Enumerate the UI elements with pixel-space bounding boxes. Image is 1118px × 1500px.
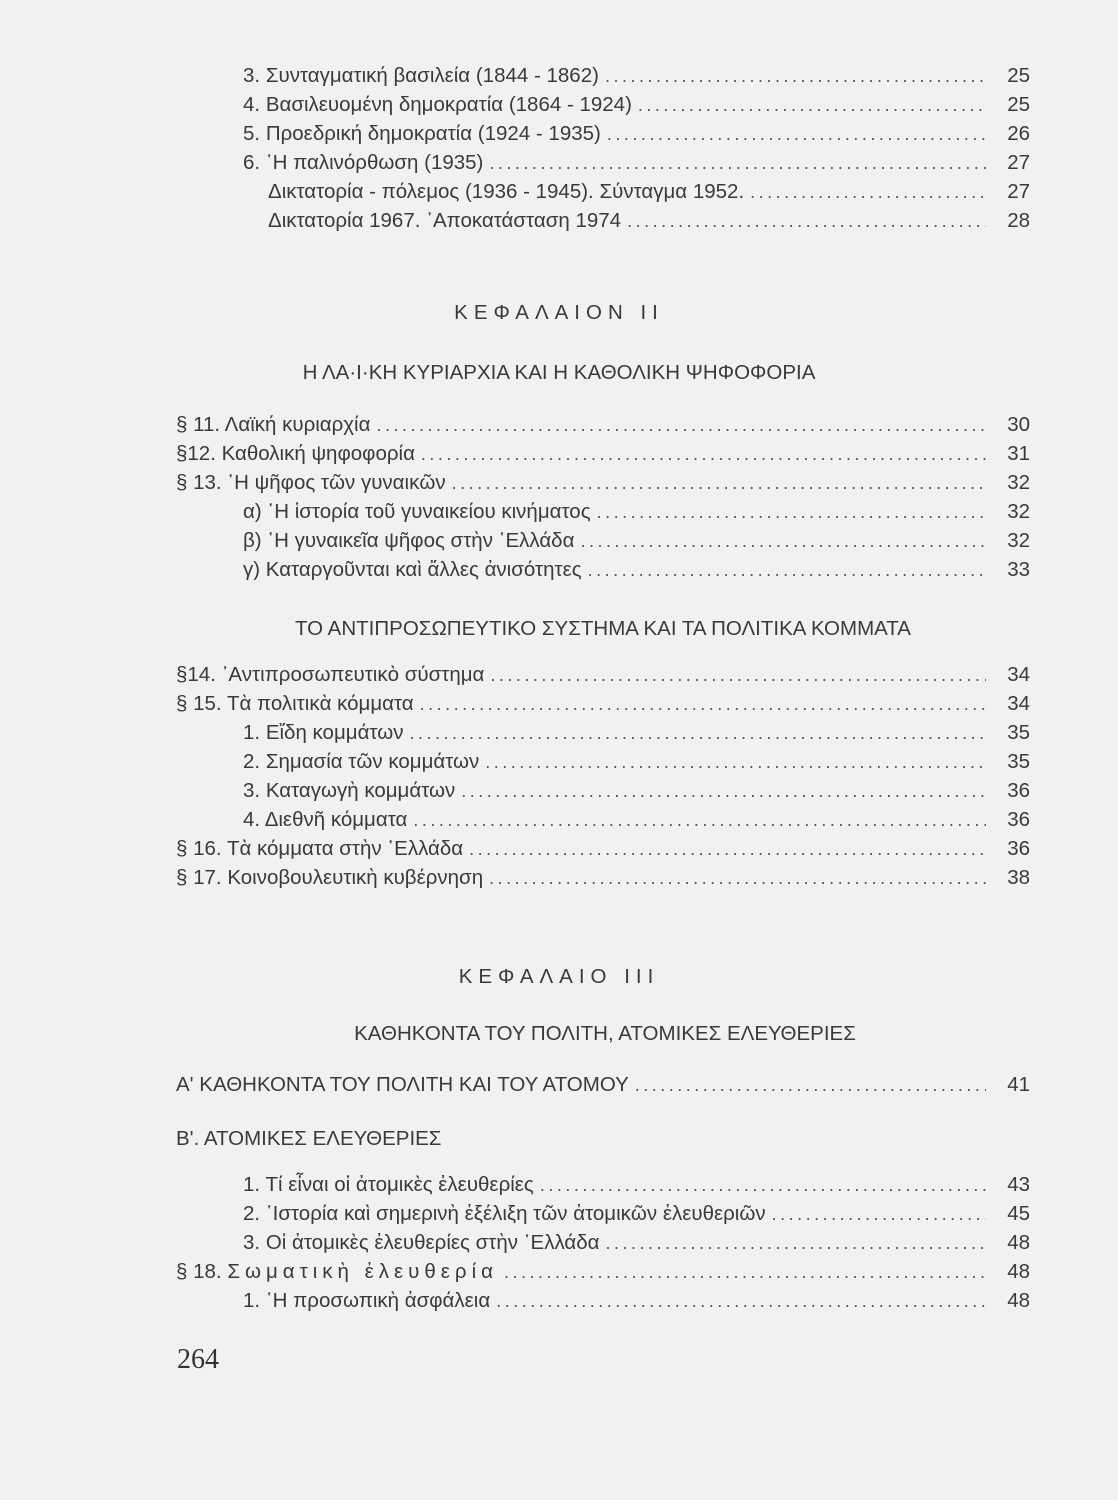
toc-entry bbox=[243, 61, 1030, 90]
page-number: 31 bbox=[1007, 442, 1030, 465]
toc-entry bbox=[243, 805, 1030, 834]
leader-dots bbox=[580, 527, 986, 555]
section-number: § 17. bbox=[176, 866, 222, 889]
leader-dots bbox=[597, 498, 986, 526]
entry-title: Εἴδη κομμάτων bbox=[265, 721, 404, 744]
leader-dots bbox=[750, 178, 986, 206]
leader-dots bbox=[588, 556, 986, 584]
entry-title: Δικτατορία - πόλεμος (1936 - 1945). Σύνταγμα 1952. bbox=[268, 180, 745, 203]
page-number: 38 bbox=[1007, 866, 1030, 889]
entry-title: Καταργοῦνται καὶ ἄλλες ἀνισότητες bbox=[265, 558, 582, 581]
entry-title: ῾Η προσωπικὴ ἀσφάλεια bbox=[265, 1289, 491, 1312]
leader-dots bbox=[607, 120, 986, 148]
page-number: 26 bbox=[1007, 122, 1030, 145]
toc-entry bbox=[176, 834, 1030, 863]
page-number: 35 bbox=[1007, 750, 1030, 773]
leader-dots bbox=[540, 1171, 986, 1199]
entry-title: Τί εἶναι οἱ ἀτομικὲς ἐλευθερίες bbox=[265, 1173, 534, 1196]
chapter-title: Η ΛΑ·Ι·ΚΗ ΚΥΡΙΑΡΧΙΑ ΚΑΙ Η ΚΑΘΟΛΙΚΗ ΨΗΦΟΦΟΡΙΑ bbox=[302, 361, 816, 384]
entry-title: Προεδρική δημοκρατία (1924 - 1935) bbox=[265, 122, 601, 145]
section-number: § 13. bbox=[176, 471, 222, 494]
page-number: 27 bbox=[1007, 180, 1030, 203]
toc-entry bbox=[243, 747, 1030, 776]
entry-title: ῾Ιστορία καὶ σημερινὴ ἐξέλιξη τῶν ἀτομικῶν ἐλευθεριῶν bbox=[265, 1202, 766, 1225]
part-title: Α' ΚΑΘΗΚΟΝΤΑ ΤΟΥ ΠΟΛΙΤΗ ΚΑΙ ΤΟΥ ΑΤΟΜΟΥ bbox=[176, 1073, 629, 1096]
page-number: 28 bbox=[1007, 209, 1030, 232]
entry-number: 4. bbox=[243, 93, 261, 116]
entry-number: 3. bbox=[243, 779, 261, 802]
leader-dots bbox=[605, 62, 986, 90]
leader-dots bbox=[606, 1229, 986, 1257]
toc-entry bbox=[243, 119, 1030, 148]
entry-title: ῾Η ψῆφος τῶν γυναικῶν bbox=[227, 471, 446, 494]
section-number: § 16. bbox=[176, 837, 222, 860]
page-number: 32 bbox=[1007, 471, 1030, 494]
leader-dots bbox=[452, 469, 986, 497]
leader-dots bbox=[496, 1287, 986, 1315]
entry-number: γ) bbox=[243, 558, 261, 581]
leader-dots bbox=[627, 207, 986, 235]
chapter-label: ΚΕΦΑΛΑΙΟΝ II bbox=[454, 301, 664, 324]
toc-entry bbox=[268, 177, 1030, 206]
entry-title: ᾿Αντιπροσωπευτικὸ σύστημα bbox=[221, 663, 485, 686]
toc-entry bbox=[243, 1170, 1030, 1199]
page-number: 33 bbox=[1007, 558, 1030, 581]
leader-dots bbox=[485, 748, 986, 776]
leader-dots bbox=[504, 1258, 986, 1286]
page-number: 34 bbox=[1007, 692, 1030, 715]
toc-entry bbox=[243, 1199, 1030, 1228]
entry-number: 1. bbox=[243, 1173, 261, 1196]
page-number: 48 bbox=[1007, 1231, 1030, 1254]
toc-entry bbox=[243, 776, 1030, 805]
leader-dots bbox=[469, 835, 986, 863]
part-heading bbox=[176, 1070, 1030, 1099]
entry-number: β) bbox=[243, 529, 262, 552]
leader-dots bbox=[461, 777, 986, 805]
entry-title: Τὰ πολιτικὰ κόμματα bbox=[226, 692, 414, 715]
entry-title: Δικτατορία 1967. ᾿Αποκατάσταση 1974 bbox=[268, 209, 622, 232]
leader-dots bbox=[420, 690, 986, 718]
entry-number: 2. bbox=[243, 1202, 261, 1225]
page-number: 41 bbox=[1007, 1073, 1030, 1096]
toc-entry bbox=[243, 526, 1030, 555]
page-number: 27 bbox=[1007, 151, 1030, 174]
toc-entry bbox=[176, 689, 1030, 718]
leader-dots bbox=[635, 1071, 986, 1099]
toc-entry bbox=[243, 497, 1030, 526]
toc-entry bbox=[176, 1257, 1030, 1286]
entry-number: 5. bbox=[243, 122, 261, 145]
toc-entry bbox=[243, 718, 1030, 747]
chapter-label: ΚΕΦΑΛΑΙΟ III bbox=[458, 965, 660, 988]
entry-title: Συνταγματική βασιλεία (1844 - 1862) bbox=[265, 64, 599, 87]
leader-dots bbox=[772, 1200, 986, 1228]
page-number: 48 bbox=[1007, 1260, 1030, 1283]
page-number: 32 bbox=[1007, 500, 1030, 523]
entry-title: Καταγωγὴ κομμάτων bbox=[265, 779, 456, 802]
leader-dots bbox=[376, 411, 986, 439]
entry-number: 1. bbox=[243, 1289, 261, 1312]
section-number: § 15. bbox=[176, 692, 222, 715]
toc-entry bbox=[176, 468, 1030, 497]
entry-title: ῾Η ἱστορία τοῦ γυναικείου κινήματος bbox=[267, 500, 591, 523]
leader-dots bbox=[489, 149, 986, 177]
entry-title: Κοινοβουλευτικὴ κυβέρνηση bbox=[227, 866, 484, 889]
section-heading: ΤΟ ΑΝΤΙΠΡΟΣΩΠΕΥΤΙΚΟ ΣΥΣΤΗΜΑ ΚΑΙ ΤΑ ΠΟΛΙΤΙΚΑ ΚΟΜΜΑΤΑ bbox=[295, 617, 911, 640]
entry-number: α) bbox=[243, 500, 262, 523]
toc-entry bbox=[176, 863, 1030, 892]
entry-title: Καθολική ψηφοφορία bbox=[221, 442, 415, 465]
page-number: 34 bbox=[1007, 663, 1030, 686]
entry-title: ῾Η παλινόρθωση (1935) bbox=[265, 151, 484, 174]
entry-title: Οἱ ἀτομικὲς ἐλευθερίες στὴν ῾Ελλάδα bbox=[265, 1231, 600, 1254]
toc-entry bbox=[176, 439, 1030, 468]
entry-number: 3. bbox=[243, 1231, 261, 1254]
page-number: 48 bbox=[1007, 1289, 1030, 1312]
page-number: 36 bbox=[1007, 779, 1030, 802]
page-number: 36 bbox=[1007, 808, 1030, 831]
entry-number: 6. bbox=[243, 151, 261, 174]
leader-dots bbox=[638, 91, 986, 119]
toc-entry bbox=[243, 1228, 1030, 1257]
entry-title: Τὰ κόμματα στὴν ῾Ελλάδα bbox=[226, 837, 464, 860]
page-number: 45 bbox=[1007, 1202, 1030, 1225]
part-title: Β'. ΑΤΟΜΙΚΕΣ ΕΛΕΥΘΕΡΙΕΣ bbox=[176, 1127, 442, 1150]
entry-title: Λαϊκή κυριαρχία bbox=[224, 413, 371, 436]
toc-entry bbox=[243, 555, 1030, 584]
leader-dots bbox=[410, 719, 987, 747]
entry-title: Βασιλευομένη δημοκρατία (1864 - 1924) bbox=[265, 93, 632, 116]
toc-entry bbox=[243, 90, 1030, 119]
entry-title: Σωματικὴ ἐλευθερία bbox=[227, 1260, 498, 1283]
page-number: 36 bbox=[1007, 837, 1030, 860]
section-number: §12. bbox=[176, 442, 216, 465]
chapter-title: ΚΑΘΗΚΟΝΤΑ ΤΟΥ ΠΟΛΙΤΗ, ΑΤΟΜΙΚΕΣ ΕΛΕΥΘΕΡΙΕΣ bbox=[354, 1022, 856, 1045]
entry-title: ῾Η γυναικεῖα ψῆφος στὴν ῾Ελλάδα bbox=[267, 529, 575, 552]
toc-entry bbox=[176, 410, 1030, 439]
toc-entry bbox=[243, 1286, 1030, 1315]
entry-title: Σημασία τῶν κομμάτων bbox=[265, 750, 480, 773]
page-number: 30 bbox=[1007, 413, 1030, 436]
section-number: § 18. bbox=[176, 1260, 222, 1283]
page-number: 25 bbox=[1007, 64, 1030, 87]
part-heading bbox=[176, 1124, 1030, 1153]
section-number: § 11. bbox=[176, 413, 221, 436]
toc-entry bbox=[243, 148, 1030, 177]
entry-number: 3. bbox=[243, 64, 261, 87]
page-number: 25 bbox=[1007, 93, 1030, 116]
toc-entry bbox=[268, 206, 1030, 235]
entry-number: 2. bbox=[243, 750, 261, 773]
section-number: §14. bbox=[176, 663, 216, 686]
toc-entry bbox=[176, 660, 1030, 689]
leader-dots bbox=[490, 661, 986, 689]
folio-page-number: 264 bbox=[177, 1344, 219, 1375]
entry-title: Διεθνῆ κόμματα bbox=[264, 808, 408, 831]
leader-dots bbox=[413, 806, 986, 834]
entry-number: 1. bbox=[243, 721, 261, 744]
entry-number: 4. bbox=[243, 808, 261, 831]
page-number: 43 bbox=[1007, 1173, 1030, 1196]
leader-dots bbox=[421, 440, 986, 468]
leader-dots bbox=[489, 864, 986, 892]
page-number: 32 bbox=[1007, 529, 1030, 552]
page-number: 35 bbox=[1007, 721, 1030, 744]
